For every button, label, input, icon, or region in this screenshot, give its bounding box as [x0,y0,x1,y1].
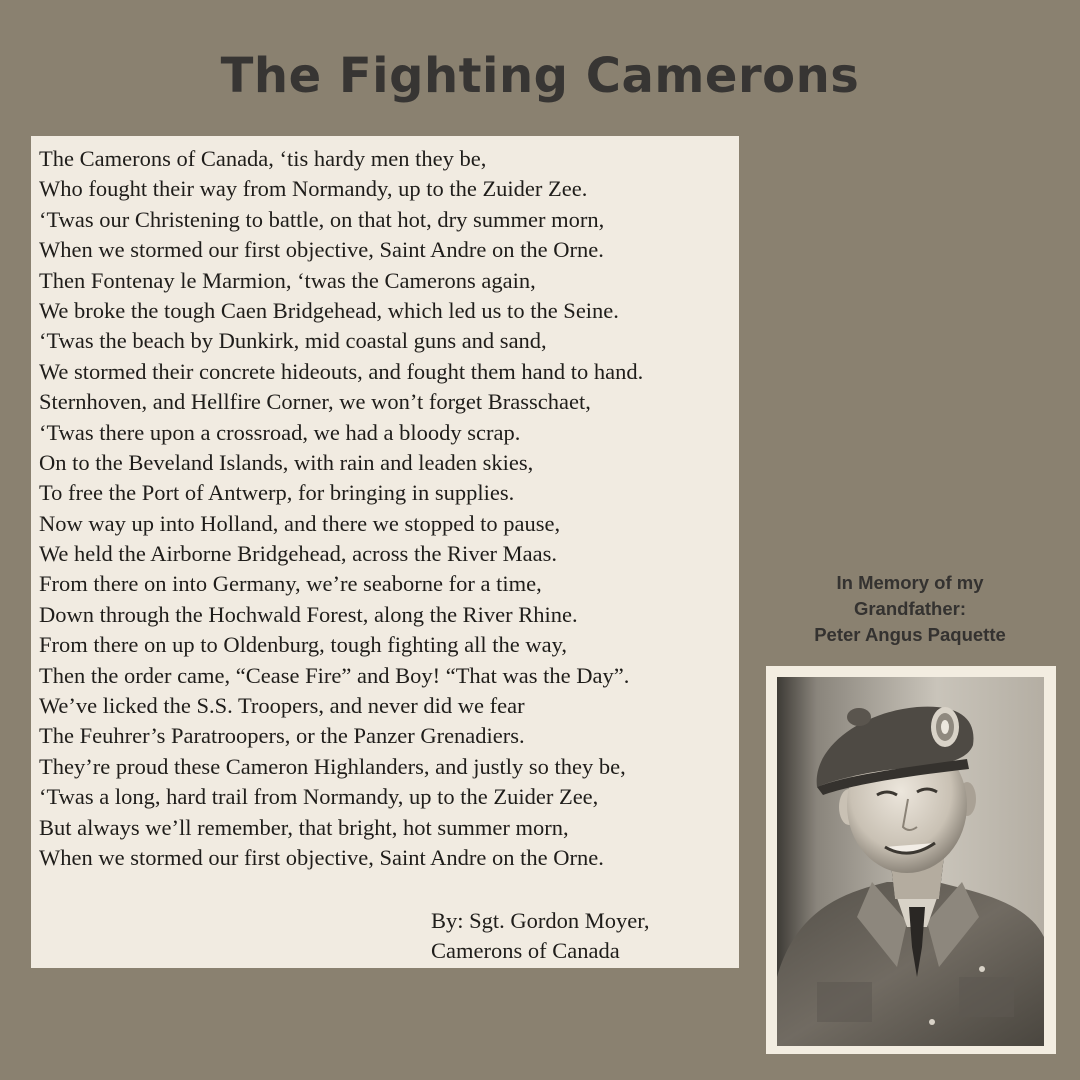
poem-card [31,136,739,968]
poem-line: Who fought their way from Normandy, up to the Zuider Zee. [39,176,588,202]
memorial-name: Peter Angus Paquette [814,624,1006,645]
poem-line: On to the Beveland Islands, with rain and leaden skies, [39,449,534,475]
page-title: The Fighting Camerons [220,48,860,104]
memorial-caption [770,570,1050,648]
portrait-photo-frame [766,666,1056,1054]
poem-line: The Feuhrer’s Paratroopers, or the Panzer Grenadiers. [39,723,525,749]
byline-unit: Camerons of Canada [431,938,620,963]
poem-line: To free the Port of Antwerp, for bringing in supplies. [39,480,515,506]
poem-line: We stormed their concrete hideouts, and fought them hand to hand. [39,358,644,384]
poem-line: When we stormed our first objective, Saint Andre on the Orne. [39,844,604,870]
poem-line: Then the order came, “Cease Fire” and Boy! “That was the Day”. [39,662,630,688]
poem-byline [431,906,649,966]
poem-line: We broke the tough Caen Bridgehead, which led us to the Seine. [39,297,619,323]
poem-line: ‘Twas there upon a crossroad, we had a bloody scrap. [39,419,521,445]
soldier-portrait-photo [777,677,1044,1046]
poem-line: But always we’ll remember, that bright, hot summer morn, [39,814,569,840]
poem-line: From there on into Germany, we’re seaborne for a time, [39,571,542,597]
memorial-line: Grandfather: [853,598,967,619]
poem-line: Sternhoven, and Hellfire Corner, we won’t forget Brasschaet, [39,389,591,415]
poem-line: ‘Twas the beach by Dunkirk, mid coastal guns and sand, [39,328,547,354]
poem-text [39,144,643,873]
poem-line: The Camerons of Canada, ‘tis hardy men they be, [39,146,487,171]
poem-line: Down through the Hochwald Forest, along the River Rhine. [39,601,578,627]
poem-line: Then Fontenay le Marmion, ‘twas the Camerons again, [39,267,536,293]
byline-author: By: Sgt. Gordon Moyer, [431,908,650,933]
poem-line: ‘Twas our Christening to battle, on that hot, dry summer morn, [39,206,605,232]
memorial-line: In Memory of my [836,572,984,593]
poem-line: We held the Airborne Bridgehead, across the River Maas. [39,541,558,567]
poem-line: They’re proud these Cameron Highlanders, and justly so they be, [39,753,626,779]
poem-line: We’ve licked the S.S. Troopers, and never did we fear [39,693,525,719]
poem-line: ‘Twas a long, hard trail from Normandy, up to the Zuider Zee, [39,784,599,810]
poem-line: When we stormed our first objective, Saint Andre on the Orne. [39,237,604,263]
poem-line: From there on up to Oldenburg, tough fighting all the way, [39,632,568,658]
poem-line: Now way up into Holland, and there we stopped to pause, [39,510,561,536]
